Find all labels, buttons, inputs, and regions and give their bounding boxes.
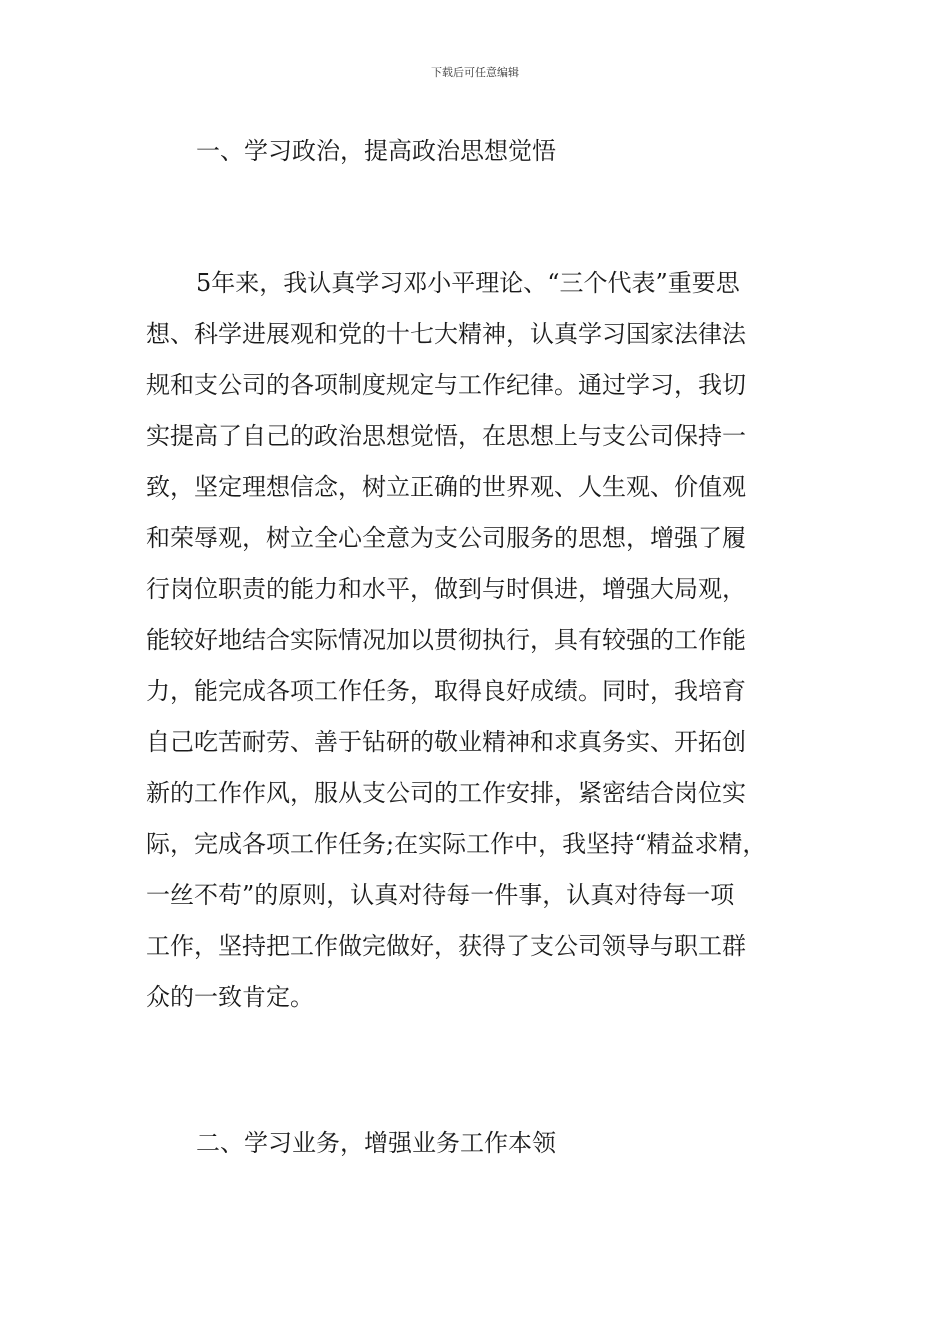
paragraph-line: 和荣辱观，树立全心全意为支公司服务的思想，增强了履 <box>146 524 746 552</box>
paragraph-line: 5年来，我认真学习邓小平理论、“三个代表”重要思 <box>196 269 740 297</box>
paragraph-line: 自己吃苦耐劳、善于钻研的敬业精神和求真务实、开拓创 <box>146 728 746 756</box>
paragraph-line: 际，完成各项工作任务;在实际工作中，我坚持“精益求精， <box>146 830 767 858</box>
section-heading-1: 一、学习政治，提高政治思想觉悟 <box>196 137 556 165</box>
paragraph-line: 规和支公司的各项制度规定与工作纪律。通过学习，我切 <box>146 371 746 399</box>
paragraph-line: 新的工作作风，服从支公司的工作安排，紧密结合岗位实 <box>146 779 746 807</box>
paragraph-line: 想、科学进展观和党的十七大精神，认真学习国家法律法 <box>146 320 746 348</box>
section-1-paragraph <box>146 258 836 1023</box>
header-note: 下载后可任意编辑 <box>431 66 519 79</box>
paragraph-line: 致，坚定理想信念，树立正确的世界观、人生观、价值观 <box>146 473 746 501</box>
paragraph-line: 力，能完成各项工作任务，取得良好成绩。同时，我培育 <box>146 677 746 705</box>
paragraph-line: 实提高了自己的政治思想觉悟，在思想上与支公司保持一 <box>146 422 746 450</box>
paragraph-line: 行岗位职责的能力和水平，做到与时俱进，增强大局观， <box>146 575 746 603</box>
paragraph-line: 一丝不苟”的原则，认真对待每一件事，认真对待每一项 <box>146 881 735 909</box>
paragraph-line: 工作，坚持把工作做完做好，获得了支公司领导与职工群 <box>146 932 746 960</box>
paragraph-line: 众的一致肯定。 <box>146 983 314 1011</box>
section-heading-2: 二、学习业务，增强业务工作本领 <box>196 1129 556 1157</box>
paragraph-line: 能较好地结合实际情况加以贯彻执行，具有较强的工作能 <box>146 626 746 654</box>
